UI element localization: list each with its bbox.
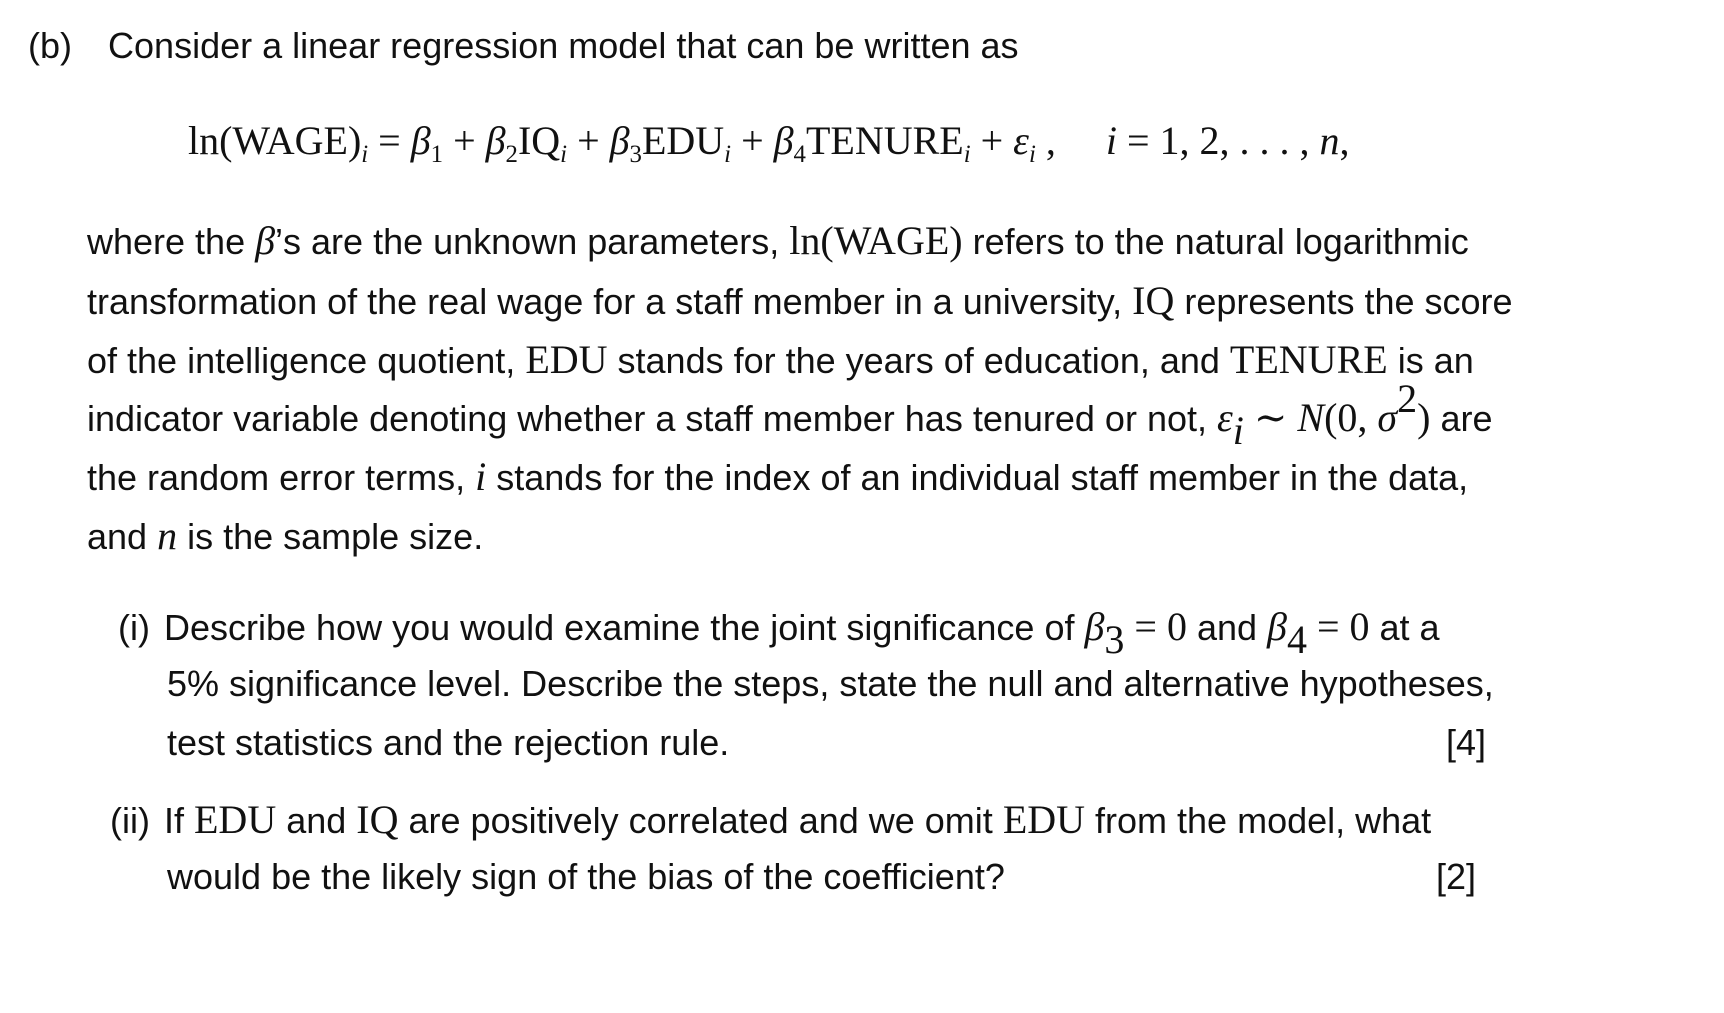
- question-ii-marks: [2]: [1436, 856, 1477, 897]
- q-text: from the model, what: [1085, 800, 1432, 841]
- q-text: are positively correlated and we omit: [398, 800, 1003, 841]
- edu-term: EDU: [525, 337, 608, 382]
- beta-symbol: β: [255, 218, 276, 263]
- beta3-symbol: β: [1084, 604, 1105, 649]
- paragraph-line-6: [87, 513, 484, 558]
- para-text: where the: [87, 221, 256, 262]
- sigma-sup: 2: [1397, 375, 1418, 421]
- paragraph-line-2: [87, 278, 1513, 323]
- question-ii-label: (ii): [110, 800, 150, 841]
- eq-iq-sub: i: [560, 140, 568, 168]
- part-intro-line: [28, 25, 1019, 66]
- eq-index-range: = 1, 2, . . . ,: [1116, 118, 1320, 163]
- para-text: indicator variable denoting whether a staff member has tenured or not,: [87, 398, 1217, 439]
- iq-term: IQ: [356, 797, 399, 842]
- eq-tenure: TENURE: [805, 118, 964, 163]
- paragraph-line-5: [87, 454, 1469, 499]
- para-text: stands for the years of education, and: [607, 340, 1230, 381]
- beta4-eq: = 0: [1306, 604, 1370, 649]
- para-text: transformation of the real wage for a staff member in a university,: [87, 281, 1133, 322]
- q-text: Describe how you would examine the joint significance of: [163, 607, 1085, 648]
- beta4-sub: 4: [1286, 616, 1307, 662]
- para-text: of the intelligence quotient,: [87, 340, 526, 381]
- eq-edu: EDU: [641, 118, 725, 163]
- para-text: represents the score: [1174, 281, 1513, 322]
- eq-index-i: i: [1105, 118, 1117, 163]
- tenure-term: TENURE: [1229, 337, 1388, 382]
- index-i: i: [475, 454, 487, 499]
- eq-equals: =: [378, 118, 401, 163]
- eq-plus2: +: [577, 118, 600, 163]
- question-i-line-1: [118, 604, 1440, 662]
- eq-tenure-sub: i: [963, 140, 971, 168]
- question-i-marks: [4]: [1446, 722, 1487, 763]
- paragraph-line-1: [87, 218, 1469, 263]
- edu-term: EDU: [1002, 797, 1086, 842]
- para-text: ’s are the unknown parameters,: [275, 221, 790, 262]
- edu-term: EDU: [194, 797, 277, 842]
- eq-epsilon: ε: [1013, 118, 1029, 163]
- question-ii-line-2: [167, 856, 1005, 897]
- q-text: test statistics and the rejection rule.: [167, 722, 730, 763]
- eq-beta4: β: [773, 118, 794, 163]
- eq-beta3-sub: 3: [629, 140, 642, 168]
- para-text: the random error terms,: [87, 457, 476, 498]
- question-i-line-3: [167, 722, 730, 763]
- ln-wage: ln(WAGE): [789, 218, 963, 263]
- beta4-symbol: β: [1267, 604, 1287, 649]
- normal-args: (0,: [1324, 395, 1378, 440]
- eq-beta1: β: [410, 118, 431, 163]
- epsilon-sub: i: [1232, 407, 1244, 453]
- part-intro-text: Consider a linear regression model that can be written as: [108, 25, 1019, 66]
- para-text: are: [1430, 398, 1493, 439]
- eq-edu-sub: i: [724, 140, 732, 168]
- eq-plus3: +: [741, 118, 764, 163]
- sigma-symbol: σ: [1377, 395, 1398, 440]
- normal-close: ): [1417, 395, 1431, 440]
- regression-equation: [188, 118, 1350, 168]
- q-text: If: [163, 800, 194, 841]
- para-text: is the sample size.: [177, 516, 484, 557]
- eq-index-n: n: [1319, 118, 1340, 163]
- question-i-label: (i): [118, 607, 150, 648]
- eq-lhs-sub: i: [361, 140, 369, 168]
- epsilon-symbol: ε: [1217, 395, 1233, 440]
- normal-N: N: [1297, 395, 1325, 440]
- paragraph-line-4: [87, 375, 1493, 453]
- question-i-line-2: [167, 663, 1494, 704]
- sample-n: n: [157, 513, 178, 558]
- eq-plus4: +: [980, 118, 1004, 163]
- eq-iq: IQ: [517, 118, 561, 163]
- para-text: and: [87, 516, 158, 557]
- eq-beta2: β: [485, 118, 506, 163]
- eq-beta4-sub: 4: [793, 140, 806, 168]
- eq-beta1-sub: 1: [430, 140, 444, 168]
- para-text: is an: [1387, 340, 1474, 381]
- q-text: would be the likely sign of the bias of the coefficient?: [167, 856, 1005, 897]
- para-text: stands for the index of an individual staff member in the data,: [486, 457, 1469, 498]
- sim-symbol: ∼: [1243, 395, 1298, 440]
- q-text: and: [276, 800, 357, 841]
- q-text: 5% significance level. Describe the steps, state the null and alternative hypotheses,: [167, 663, 1494, 704]
- question-ii-line-1: [110, 797, 1432, 842]
- beta3-eq: = 0: [1124, 604, 1187, 649]
- q-text: at a: [1369, 607, 1440, 648]
- beta3-sub: 3: [1104, 616, 1125, 662]
- eq-index-end: ,: [1339, 118, 1350, 163]
- paragraph-line-3: [87, 337, 1474, 382]
- para-text: refers to the natural logarithmic: [962, 221, 1469, 262]
- eq-beta2-sub: 2: [505, 140, 518, 168]
- iq-term: IQ: [1132, 278, 1175, 323]
- eq-epsilon-sub: i: [1028, 140, 1036, 168]
- eq-comma: ,: [1035, 118, 1056, 163]
- q-text: and: [1186, 607, 1268, 648]
- eq-plus1: +: [453, 118, 476, 163]
- part-label: (b): [28, 25, 72, 66]
- eq-lhs: ln(WAGE): [188, 118, 362, 163]
- eq-beta3: β: [609, 118, 630, 163]
